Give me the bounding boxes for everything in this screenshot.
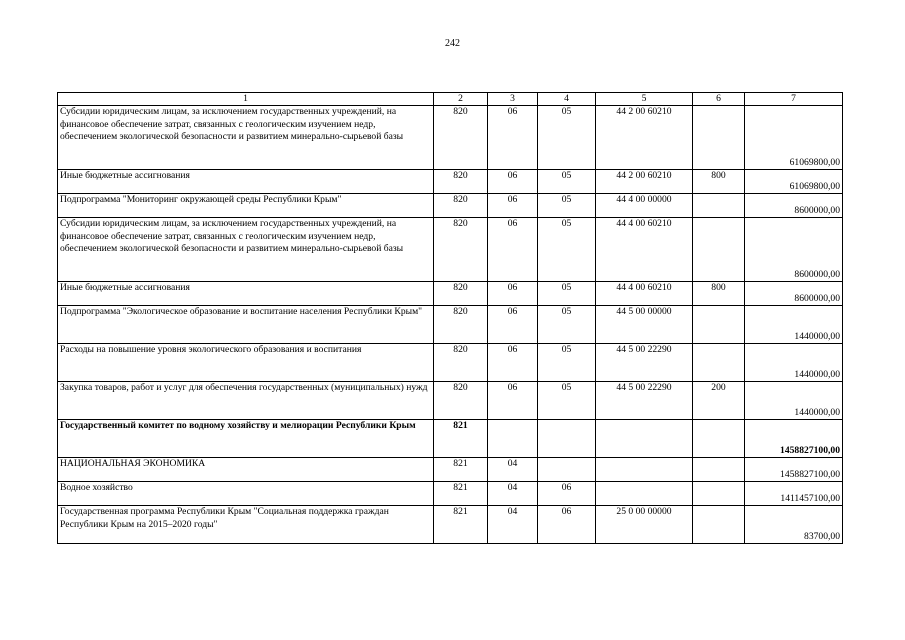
table-row <box>58 194 843 218</box>
header-cell: 1 <box>58 93 434 106</box>
col-6-expense-type <box>693 420 745 458</box>
table-row <box>58 106 843 170</box>
col-6-expense-type <box>693 106 745 170</box>
col-7-amount: 1411457100,00 <box>745 482 843 506</box>
col-7-amount: 61069800,00 <box>745 170 843 194</box>
col-6-expense-type <box>693 218 745 282</box>
col-5-target-article: 44 2 00 60210 <box>596 170 693 194</box>
col-2-code: 820 <box>434 306 488 344</box>
col-6-expense-type <box>693 482 745 506</box>
col-4-subsection: 05 <box>538 282 596 306</box>
col-2-code: 820 <box>434 282 488 306</box>
table-row <box>58 458 843 482</box>
header-cell: 5 <box>596 93 693 106</box>
col-5-target-article: 44 5 00 22290 <box>596 344 693 382</box>
table-row <box>58 506 843 544</box>
col-7-amount: 1440000,00 <box>745 306 843 344</box>
col-6-expense-type: 200 <box>693 382 745 420</box>
col-2-code: 821 <box>434 482 488 506</box>
col-6-expense-type <box>693 344 745 382</box>
col-5-target-article: 44 5 00 22290 <box>596 382 693 420</box>
col-2-code: 820 <box>434 194 488 218</box>
col-7-amount: 8600000,00 <box>745 218 843 282</box>
header-cell: 2 <box>434 93 488 106</box>
row-description: Подпрограмма "Мониторинг окружающей среды Республики Крым" <box>58 194 434 218</box>
col-3-section: 06 <box>488 218 538 282</box>
table-row <box>58 420 843 458</box>
table-row <box>58 170 843 194</box>
header-cell: 7 <box>745 93 843 106</box>
col-5-target-article <box>596 420 693 458</box>
col-7-amount: 1440000,00 <box>745 382 843 420</box>
col-7-amount: 8600000,00 <box>745 194 843 218</box>
table-header-row <box>58 93 843 106</box>
page-number: 242 <box>445 38 460 49</box>
col-2-code: 821 <box>434 420 488 458</box>
col-2-code: 820 <box>434 382 488 420</box>
row-description: Государственный комитет по водному хозяйству и мелиорации Республики Крым <box>58 420 434 458</box>
col-7-amount: 1458827100,00 <box>745 420 843 458</box>
row-description: Подпрограмма "Экологическое образование и воспитание населения Республики Крым" <box>58 306 434 344</box>
col-4-subsection: 05 <box>538 170 596 194</box>
col-6-expense-type <box>693 306 745 344</box>
col-4-subsection: 05 <box>538 382 596 420</box>
col-5-target-article: 44 4 00 60210 <box>596 282 693 306</box>
col-5-target-article: 25 0 00 00000 <box>596 506 693 544</box>
col-2-code: 820 <box>434 344 488 382</box>
header-cell: 6 <box>693 93 745 106</box>
col-4-subsection: 05 <box>538 194 596 218</box>
col-3-section: 06 <box>488 170 538 194</box>
table-row <box>58 282 843 306</box>
col-3-section: 04 <box>488 482 538 506</box>
table-row <box>58 218 843 282</box>
col-3-section: 06 <box>488 282 538 306</box>
col-4-subsection <box>538 458 596 482</box>
row-description: Закупка товаров, работ и услуг для обеспечения государственных (муниципальных) нужд <box>58 382 434 420</box>
col-4-subsection: 05 <box>538 306 596 344</box>
header-cell: 4 <box>538 93 596 106</box>
col-3-section: 06 <box>488 344 538 382</box>
col-3-section: 06 <box>488 306 538 344</box>
col-7-amount: 1440000,00 <box>745 344 843 382</box>
col-6-expense-type <box>693 506 745 544</box>
col-2-code: 820 <box>434 218 488 282</box>
col-2-code: 820 <box>434 170 488 194</box>
col-2-code: 821 <box>434 506 488 544</box>
row-description: Субсидии юридическим лицам, за исключением государственных учреждений, на финансовое обеспечение затрат, связанных с геологическим изучением недр, обеспечением экологической безопасности и развитием минерально-сырьевой базы <box>58 218 434 282</box>
table-row <box>58 382 843 420</box>
col-5-target-article <box>596 482 693 506</box>
col-5-target-article: 44 4 00 60210 <box>596 218 693 282</box>
col-3-section: 06 <box>488 194 538 218</box>
table-row <box>58 344 843 382</box>
col-3-section: 06 <box>488 382 538 420</box>
col-6-expense-type <box>693 194 745 218</box>
row-description: Иные бюджетные ассигнования <box>58 282 434 306</box>
budget-table <box>57 92 843 544</box>
row-description: Водное хозяйство <box>58 482 434 506</box>
col-7-amount: 8600000,00 <box>745 282 843 306</box>
row-description: Субсидии юридическим лицам, за исключением государственных учреждений, на финансовое обеспечение затрат, связанных с геологическим изучением недр, обеспечением экологической безопасности и развитием минерально-сырьевой базы <box>58 106 434 170</box>
col-5-target-article: 44 2 00 60210 <box>596 106 693 170</box>
col-4-subsection: 06 <box>538 506 596 544</box>
col-7-amount: 61069800,00 <box>745 106 843 170</box>
row-description: Иные бюджетные ассигнования <box>58 170 434 194</box>
col-5-target-article <box>596 458 693 482</box>
col-2-code: 820 <box>434 106 488 170</box>
col-6-expense-type: 800 <box>693 170 745 194</box>
col-4-subsection <box>538 420 596 458</box>
row-description: Расходы на повышение уровня экологического образования и воспитания <box>58 344 434 382</box>
col-3-section <box>488 420 538 458</box>
col-7-amount: 1458827100,00 <box>745 458 843 482</box>
col-6-expense-type: 800 <box>693 282 745 306</box>
col-5-target-article: 44 4 00 00000 <box>596 194 693 218</box>
col-6-expense-type <box>693 458 745 482</box>
col-4-subsection: 05 <box>538 344 596 382</box>
col-4-subsection: 06 <box>538 482 596 506</box>
col-7-amount: 83700,00 <box>745 506 843 544</box>
col-3-section: 04 <box>488 506 538 544</box>
col-5-target-article: 44 5 00 00000 <box>596 306 693 344</box>
col-3-section: 06 <box>488 106 538 170</box>
col-3-section: 04 <box>488 458 538 482</box>
table-row <box>58 482 843 506</box>
header-cell: 3 <box>488 93 538 106</box>
col-2-code: 821 <box>434 458 488 482</box>
row-description: Государственная программа Республики Крым "Социальная поддержка граждан Республики Крым на 2015–2020 годы" <box>58 506 434 544</box>
col-4-subsection: 05 <box>538 106 596 170</box>
row-description: НАЦИОНАЛЬНАЯ ЭКОНОМИКА <box>58 458 434 482</box>
col-4-subsection: 05 <box>538 218 596 282</box>
table-row <box>58 306 843 344</box>
